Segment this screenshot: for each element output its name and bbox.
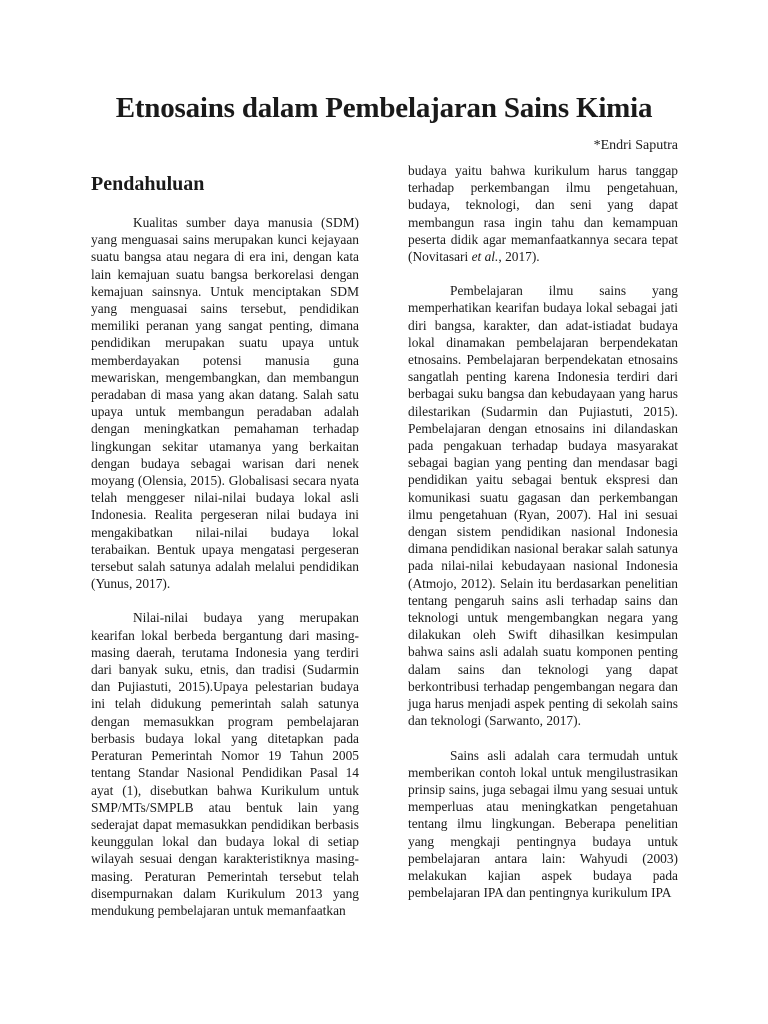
- section-heading: Pendahuluan: [91, 173, 205, 195]
- paper-title: Etnosains dalam Pembelajaran Sains Kimia: [115, 92, 653, 124]
- right-column: [408, 162, 678, 901]
- body-paragraph: Pembelajaran ilmu sains yang memperhatikan kearifan budaya lokal sebagai jati diri bangsa, karakter, dan adat-istiadat budaya lokal dinamakan pembelajaran berpendekatan etnosains. Pembelajaran berpendekatan etnosains sangatlah penting karena Indonesia terdiri dari berbagai suku bangsa dan kebudayaan yang harus dilestarikan (Sudarmin dan Pujiastuti, 2015). Pembelajaran dengan etnosains ini dilandaskan pada pengakuan terhadap budaya masyarakat sebagai bagian yang penting dan mendasar bagi pendidikan yaitu sebagai bentuk ekspresi dan komunikasi suatu gagasan dan perkembangan ilmu pengetahuan (Ryan, 2007). Hal ini sesuai dengan sistem pendidikan nasional Indonesia dimana pendidikan nasional berakar salah satunya pada nilai-nilai kebudayaan nasional Indonesia (Atmojo, 2012). Selain itu berdasarkan penelitian tentang pengaruh sains asli terhadap sains dan teknologi untuk mengembangkan negara yang dilakukan oleh Swift dihasilkan kesimpulan bahwa sains asli adalah suatu komponen penting dalam sains dan teknologi yang dapat berkontribusi terhadap pengembangan negara dan juga harus menjadi aspek penting di sekolah sains dan teknologi (Sarwanto, 2017).: [408, 283, 678, 729]
- body-paragraph: Nilai-nilai budaya yang merupakan kearifan lokal berbeda bergantung dari masing-masing daerah, terutama Indonesia yang terdiri dari banyak suku, etnis, dan tradisi (Sudarmin dan Pujiastuti, 2015).Upaya pelestarian budaya ini telah didukung pemerintah salah satunya dengan memasukkan program pembelajaran berbasis budaya lokal yang ditetapkan pada Peraturan Pemerintah Nomor 19 Tahun 2005 tentang Standar Nasional Pendidikan Pasal 14 ayat (1), disebutkan bahwa Kurikulum untuk SMP/MTs/SMPLB atau bentuk lain yang sederajat dapat memasukkan pendidikan berbasis keunggulan lokal dan budaya lokal di setiap wilayah sesuai dengan karakteristiknya masing-masing. Peraturan Pemerintah tersebut telah disempurnakan dalam Kurikulum 2013 yang mendukung pembelajaran untuk memanfaatkan: [91, 610, 359, 918]
- body-paragraph-continued: [408, 162, 678, 265]
- italic-citation: et al.: [471, 249, 499, 265]
- body-paragraph: Sains asli adalah cara termudah untuk memberikan contoh lokal untuk mengilustrasikan prinsip sains, juga sebagai ilmu yang sesuai untuk memperluas atau meningkatkan pengetahuan tentang ilmu lingkungan. Beberapa penelitian yang mengkaji pentingnya budaya untuk pembelajaran antara lain: Wahyudi (2003) melakukan kajian aspek budaya pada pembelajaran IPA dan pentingnya kurikulum IPA: [408, 747, 678, 901]
- author-name: *Endri Saputra: [593, 138, 678, 153]
- left-column: [91, 162, 359, 919]
- body-paragraph: Kualitas sumber daya manusia (SDM) yang menguasai sains merupakan kunci kejayaan suatu bangsa atau negara di era ini, dengan kata lain kemajuan suatu bangsa berkorelasi dengan kemajuan sainsnya. Untuk menciptakan SDM yang menguasai sains tersebut, pendidikan memiliki peranan yang sangat penting, dimana pendidikan merupakan suatu upaya untuk memberdayakan potensi manusia guna mewariskan, mengembangkan, dan membangun peradaban di masa yang akan datang. Salah satu upaya untuk membangun peradaban adalah dengan meningkatkan pemahaman terhadap lingkungan sekitar utamanya yang berkaitan dengan budaya sebagai warisan dari nenek moyang (Olensia, 2015). Globalisasi secara nyata telah menggeser nilai-nilai budaya lokal asli Indonesia. Realita pergeseran nilai budaya ini mengakibatkan nilai-nilai budaya lokal terabaikan. Bentuk upaya mengatasi pergeseran tersebut salah satunya adalah melalui pendidikan (Yunus, 2017).: [91, 215, 359, 592]
- continued-text-end: , 2017).: [498, 249, 540, 265]
- continued-text: budaya yaitu bahwa kurikulum harus tanggap terhadap perkembangan ilmu pengetahuan, budaya, teknologi, dan seni yang dapat membangun rasa ingin tahu dan kemampuan peserta didik agar memanfaatkannya secara tepat (Novitasari: [408, 163, 678, 265]
